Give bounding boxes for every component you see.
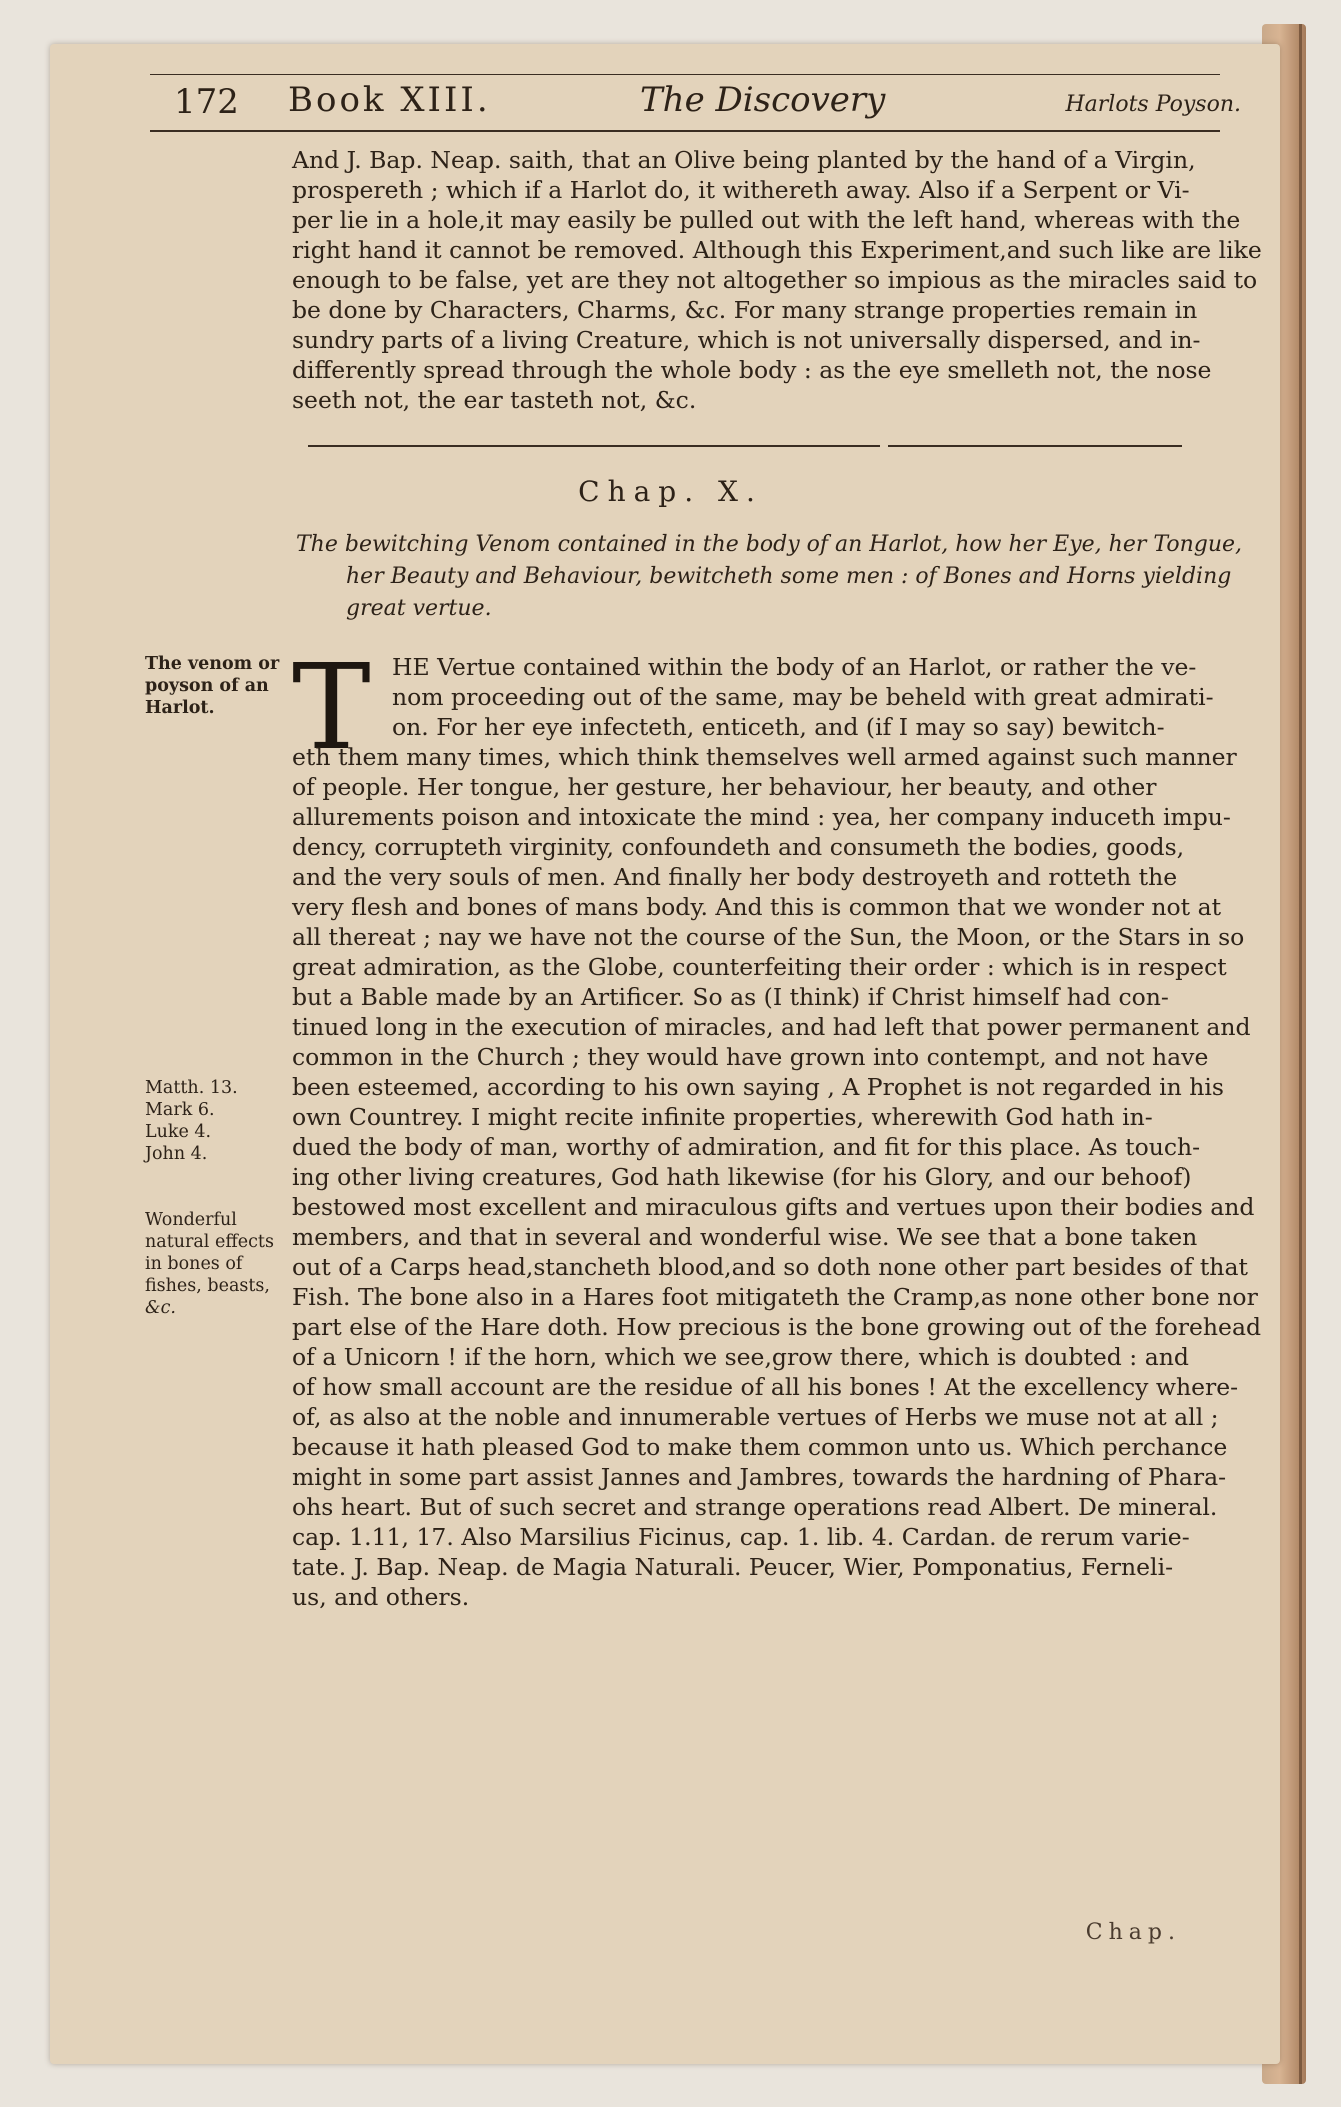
text-line: might in some part assist Jannes and Jambres, towards the hardning of Phara-: [292, 1463, 1227, 1491]
text-line: common in the Church ; they would have grown into contempt, and not have: [292, 1043, 1209, 1071]
text-line: And J. Bap. Neap. saith, that an Olive being planted by the hand of a Virgin,: [292, 146, 1196, 174]
text-line: tinued long in the execution of miracles, and had left that power permanent and: [292, 1013, 1251, 1041]
text-line: tate. J. Bap. Neap. de Magia Naturali. Peucer, Wier, Pomponatius, Ferneli-: [292, 1553, 1174, 1581]
text-line: been esteemed, according to his own saying , A Prophet is not regarded in his: [292, 1073, 1224, 1101]
text-line: seeth not, the ear tasteth not, &c.: [292, 386, 697, 414]
text-line: part else of the Hare doth. How precious is the bone growing out of the forehead: [292, 1313, 1262, 1341]
text-line: own Countrey. I might recite infinite properties, wherewith God hath in-: [292, 1103, 1153, 1131]
margin-note-line: Mark 6.: [145, 1100, 215, 1120]
text-line: out of a Carps head,stancheth blood,and so doth none other part besides of that: [292, 1253, 1248, 1281]
text-line: great admiration, as the Globe, counterfeiting their order : which is in respect: [292, 953, 1227, 981]
text-line: dued the body of man, worthy of admiration, and fit for this place. As touch-: [292, 1133, 1201, 1161]
chapter-summary-line: The bewitching Venom contained in the body of an Harlot, how her Eye, her Tongue,: [296, 532, 1242, 557]
text-line: ing other living creatures, God hath likewise (for his Glory, and our behoof): [292, 1163, 1192, 1191]
margin-note-line: The venom or: [145, 654, 280, 674]
margin-note-line: Harlot.: [145, 698, 215, 718]
chapter-summary-line: her Beauty and Behaviour, bewitcheth some men : of Bones and Horns yielding: [346, 564, 1232, 589]
text-line: nom proceeding out of the same, may be beheld with great admirati-: [392, 683, 1214, 711]
text-line: and the very souls of men. And finally her body destroyeth and rotteth the: [292, 863, 1178, 891]
text-line: Fish. The bone also in a Hares foot mitigateth the Cramp,as none other bone nor: [292, 1283, 1258, 1311]
running-head-right: Harlots Poyson.: [1065, 92, 1241, 117]
margin-note-line: poyson of an: [145, 676, 269, 696]
text-line: be done by Characters, Charms, &c. For many strange properties remain in: [292, 296, 1198, 324]
text-line: cap. 1.11, 17. Also Marsilius Ficinus, cap. 1. lib. 4. Cardan. de rerum varie-: [292, 1523, 1190, 1551]
text-line: right hand it cannot be removed. Although this Experiment,and such like are like: [292, 236, 1262, 264]
margin-note-line: fishes, beasts,: [145, 1276, 270, 1296]
text-line: very flesh and bones of mans body. And this is common that we wonder not at: [292, 893, 1222, 921]
page-number: 172: [174, 82, 239, 122]
section-divider-right: [888, 445, 1182, 447]
margin-note-line: Luke 4.: [145, 1122, 212, 1142]
running-title: The Discovery: [640, 80, 886, 120]
text-line: us, and others.: [292, 1583, 470, 1611]
text-line: allurements poison and intoxicate the mind : yea, her company induceth impu-: [292, 803, 1231, 831]
text-line: differently spread through the whole body : as the eye smelleth not, the nose: [292, 356, 1212, 384]
text-line: HE Vertue contained within the body of an Harlot, or rather the ve-: [392, 653, 1197, 681]
text-line: eth them many times, which think themselves well armed against such manner: [292, 743, 1237, 771]
header-bottom-rule: [150, 130, 1220, 132]
margin-note-line: natural effects: [145, 1232, 274, 1252]
text-line: of, as also at the noble and innumerable vertues of Herbs we muse not at all ;: [292, 1403, 1219, 1431]
book-heading: Book XIII.: [288, 80, 491, 120]
text-line: per lie in a hole,it may easily be pulled out with the left hand, whereas with the: [292, 206, 1241, 234]
text-line: members, and that in several and wonderful wise. We see that a bone taken: [292, 1223, 1198, 1251]
chapter-summary-line: great vertue.: [346, 596, 492, 621]
margin-note-line: John 4.: [145, 1144, 208, 1164]
chapter-heading: Chap. X.: [578, 475, 763, 508]
margin-note-line: &c.: [145, 1298, 176, 1318]
text-line: dency, corrupteth virginity, confoundeth and consumeth the bodies, goods,: [292, 833, 1185, 861]
margin-note-line: Wonderful: [145, 1210, 237, 1230]
drop-cap: T: [292, 638, 371, 776]
text-line: bestowed most excellent and miraculous gifts and vertues upon their bodies and: [292, 1193, 1255, 1221]
text-line: prospereth ; which if a Harlot do, it withereth away. Also if a Serpent or Vi-: [292, 176, 1190, 204]
text-line: of how small account are the residue of all his bones ! At the excellency where-: [292, 1373, 1239, 1401]
header-top-rule: [150, 74, 1220, 75]
text-line: sundry parts of a living Creature, which is not universally dispersed, and in-: [292, 326, 1201, 354]
text-line: because it hath pleased God to make them common unto us. Which perchance: [292, 1433, 1228, 1461]
text-line: of people. Her tongue, her gesture, her behaviour, her beauty, and other: [292, 773, 1157, 801]
text-line: on. For her eye infecteth, enticeth, and (if I may so say) bewitch-: [392, 713, 1165, 741]
section-divider-left: [308, 445, 880, 447]
margin-note-line: Matth. 13.: [145, 1078, 238, 1098]
text-line: but a Bable made by an Artificer. So as (I think) if Christ himself had con-: [292, 983, 1169, 1011]
text-line: enough to be false, yet are they not altogether so impious as the miracles said to: [292, 266, 1258, 294]
text-line: all thereat ; nay we have not the course of the Sun, the Moon, or the Stars in so: [292, 923, 1245, 951]
text-line: ohs heart. But of such secret and strange operations read Albert. De mineral.: [292, 1493, 1218, 1521]
margin-note-line: in bones of: [145, 1254, 243, 1274]
text-line: of a Unicorn ! if the horn, which we see,grow there, which is doubted : and: [292, 1343, 1189, 1371]
catchword: Chap.: [1085, 1920, 1181, 1945]
